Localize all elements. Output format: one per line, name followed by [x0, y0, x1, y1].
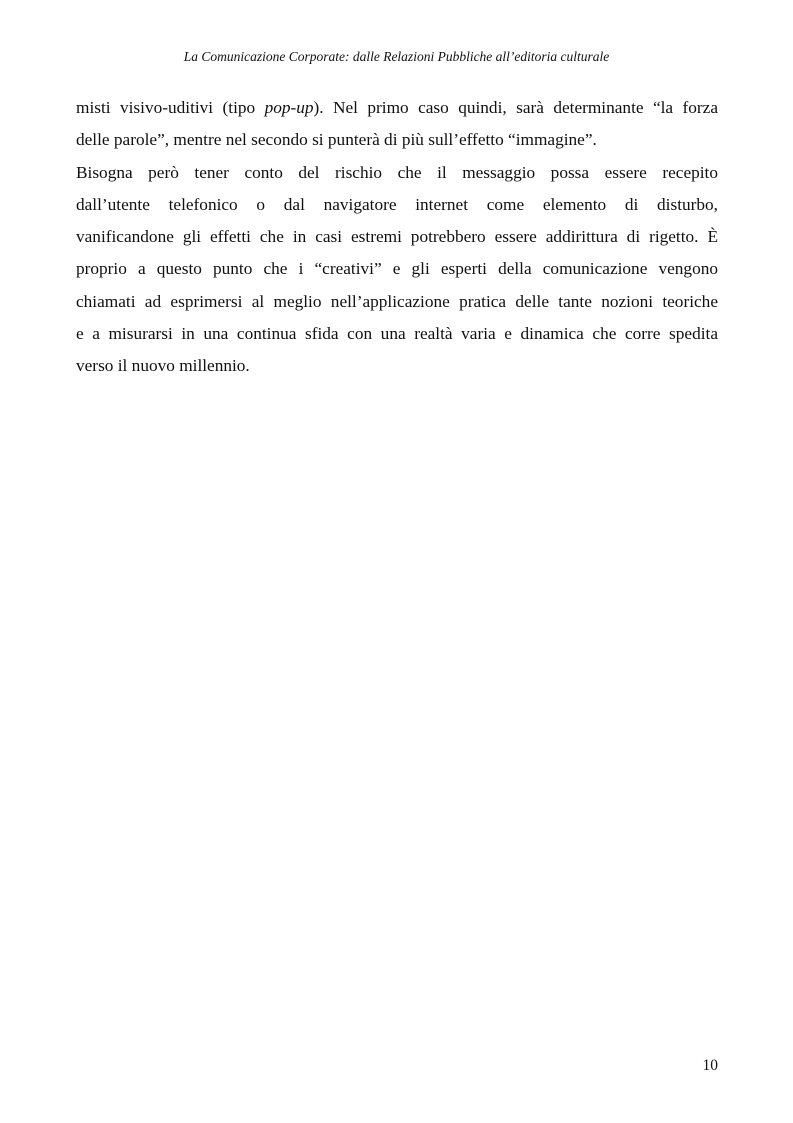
paragraph-2-line-3: vanificandone gli effetti che in casi estremi potrebbero essere addirittura di rigetto. È: [76, 227, 718, 247]
paragraph-2-line-5: chiamati ad esprimersi al meglio nell’applicazione pratica delle tante nozioni teoriche: [76, 291, 718, 311]
paragraph-1-line-1-end: ). Nel primo caso quindi, sarà determinante “la forza: [313, 98, 718, 117]
paragraph-2-line-1: Bisogna però tener conto del rischio che il messaggio possa essere recepito: [76, 162, 718, 182]
paragraph-1-line-1-start: misti visivo-uditivi (tipo: [76, 98, 265, 117]
paragraph-2-line-7: verso il nuovo millennio.: [76, 356, 250, 376]
paragraph-2-line-6: e a misurarsi in una continua sfida con una realtà varia e dinamica che corre spedita: [76, 324, 718, 344]
body-text: [76, 92, 718, 383]
running-header: La Comunicazione Corporate: dalle Relazioni Pubbliche all’editoria culturale: [183, 49, 610, 64]
page-number: 10: [702, 1057, 718, 1074]
paragraph-1-line-2: delle parole”, mentre nel secondo si punterà di più sull’effetto “immagine”.: [76, 130, 597, 150]
paragraph-1-line-1: [76, 92, 718, 124]
paragraph-2-line-4: proprio a questo punto che i “creativi” e gli esperti della comunicazione vengono: [76, 259, 718, 279]
pop-up-term: pop-up: [264, 98, 314, 117]
paragraph-2-line-2: dall’utente telefonico o dal navigatore internet come elemento di disturbo,: [76, 194, 718, 214]
